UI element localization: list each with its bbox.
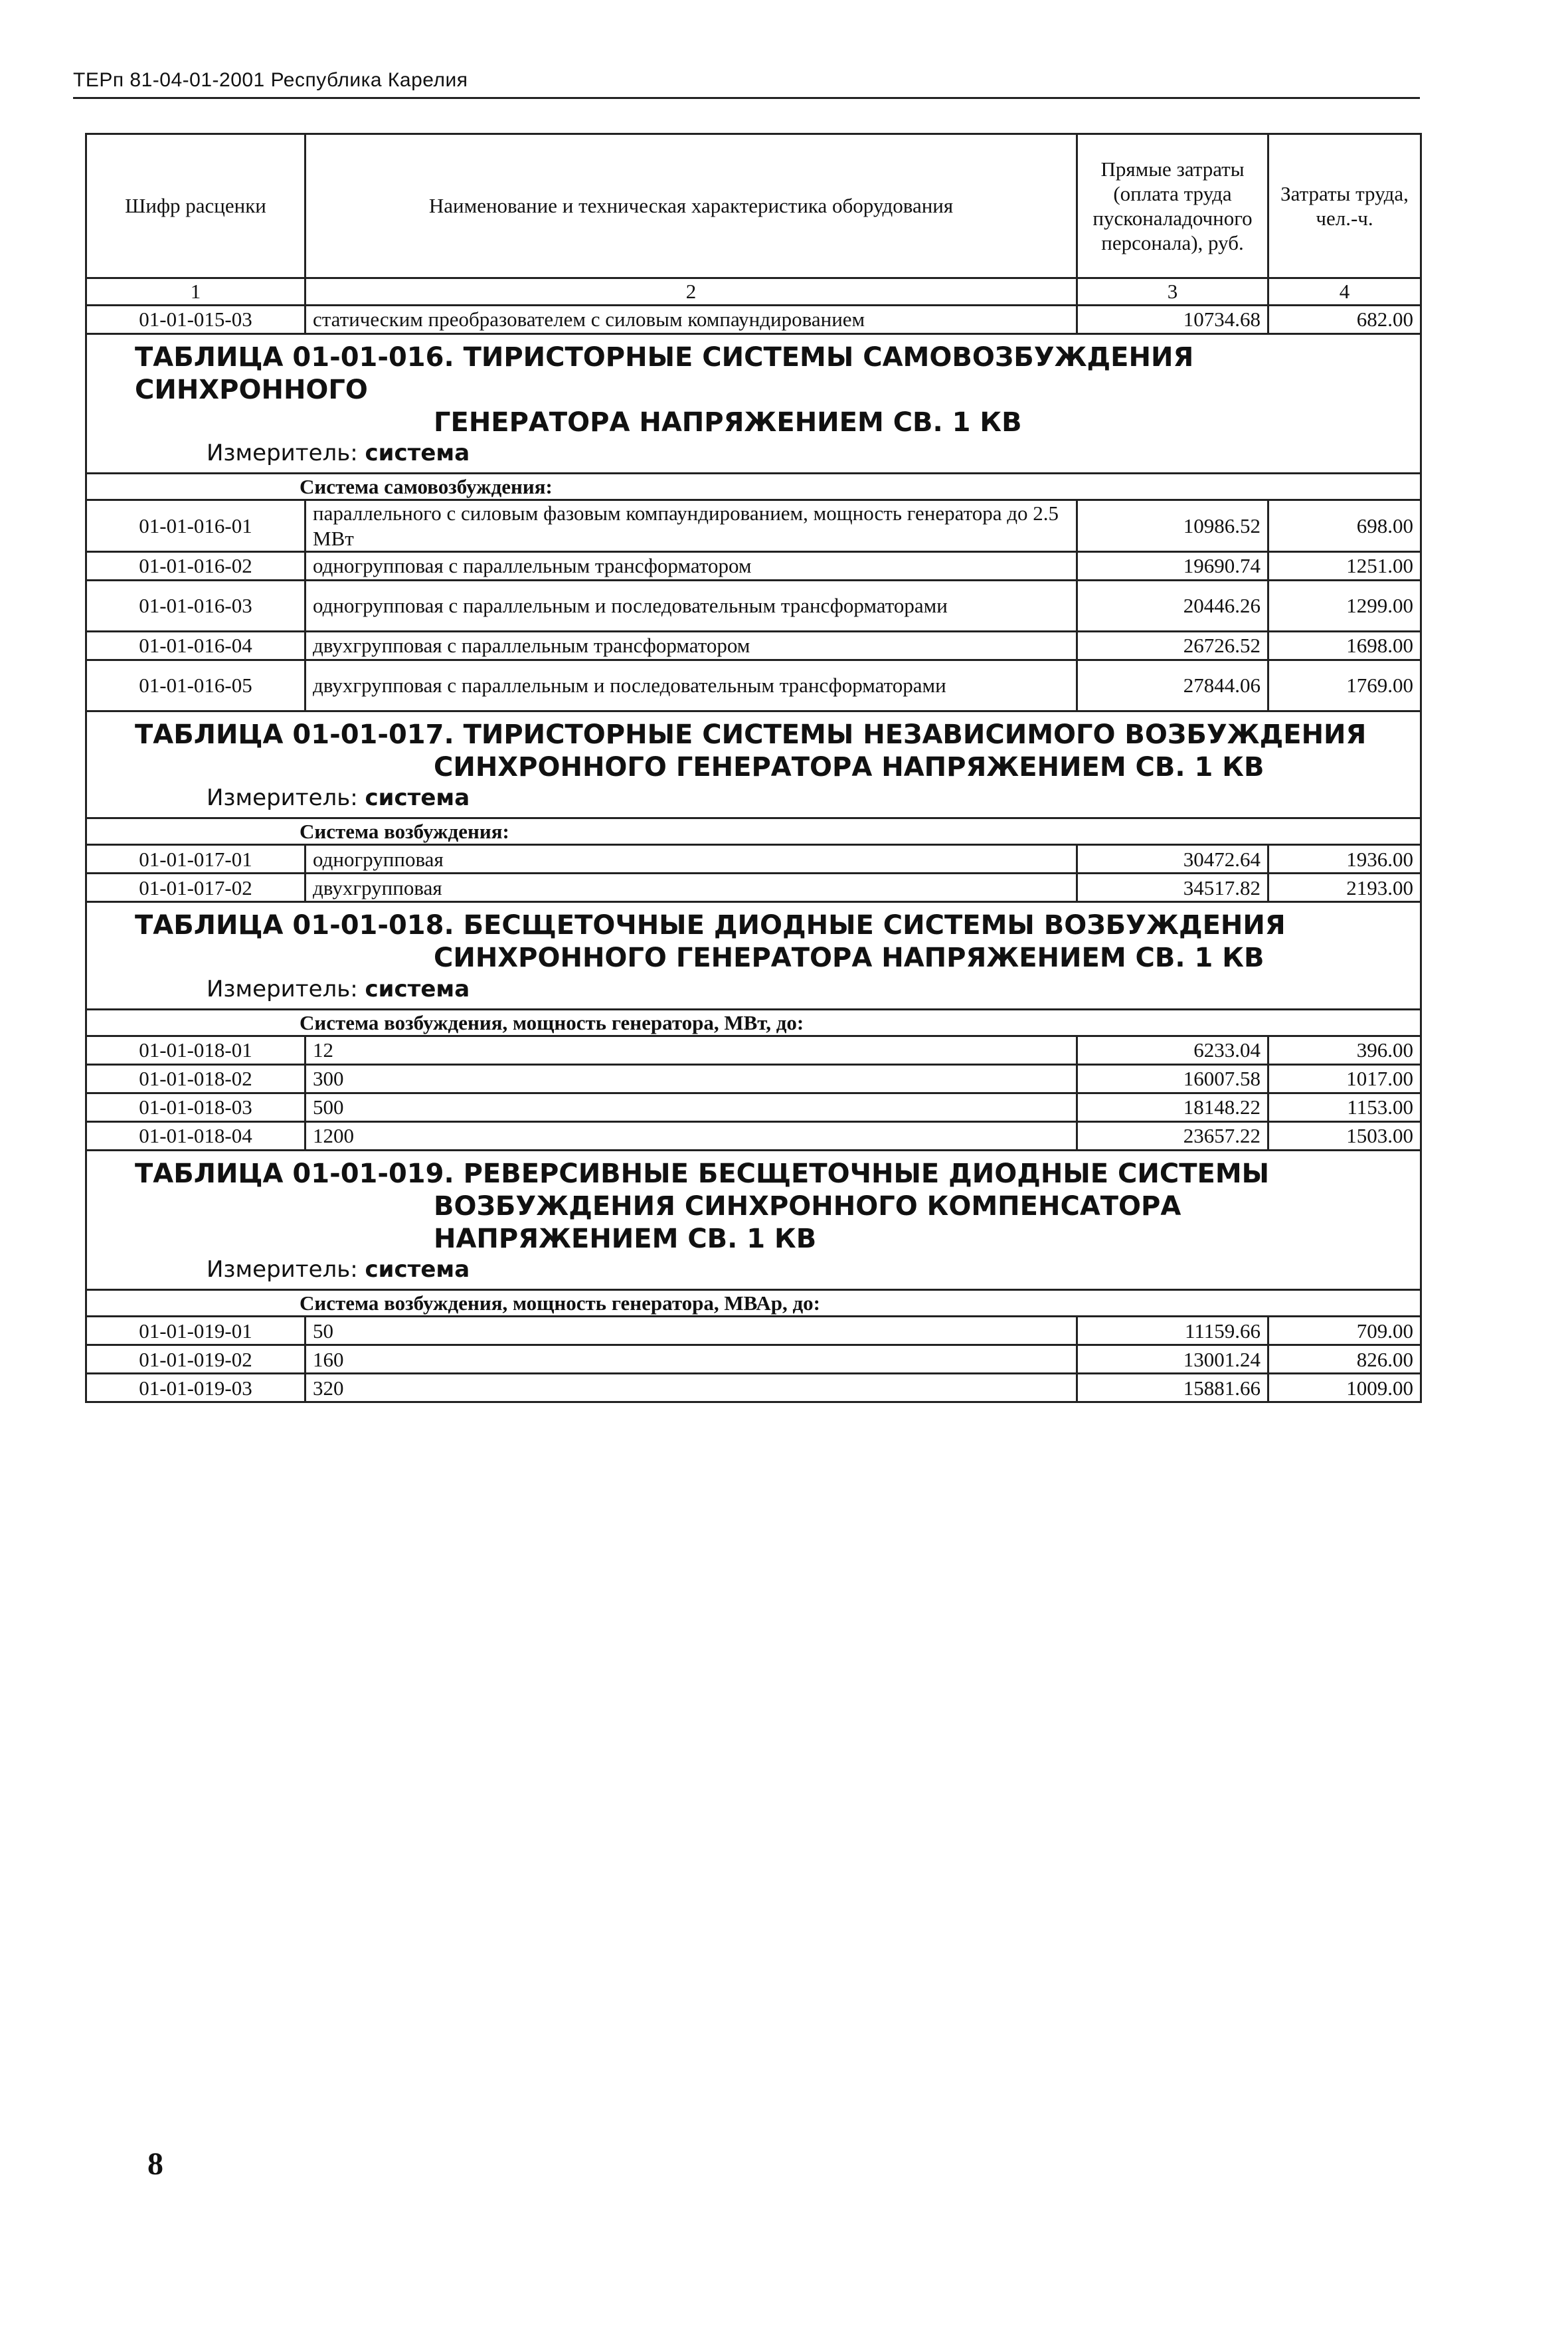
table-body bbox=[86, 306, 1421, 1402]
measurement-unit-label: Измеритель: bbox=[207, 975, 358, 1002]
section-title-continued: ГЕНЕРАТОРА НАПРЯЖЕНИЕМ СВ. 1 КВ bbox=[434, 407, 1022, 438]
labor-cost: 1936.00 bbox=[1268, 845, 1421, 874]
measurement-unit bbox=[94, 1256, 1413, 1283]
direct-cost: 30472.64 bbox=[1077, 845, 1268, 874]
equipment-name: двухгрупповая с параллельным и последовательным трансформаторами bbox=[305, 660, 1077, 711]
table-row bbox=[86, 551, 1421, 580]
section-title-cell bbox=[86, 334, 1421, 474]
table-row bbox=[86, 1317, 1421, 1345]
rate-code: 01-01-018-03 bbox=[86, 1093, 305, 1121]
subheader: Система возбуждения: bbox=[86, 818, 1421, 845]
equipment-name: 300 bbox=[305, 1064, 1077, 1093]
subheader-row bbox=[86, 818, 1421, 845]
price-table bbox=[85, 133, 1422, 1403]
rate-code: 01-01-016-05 bbox=[86, 660, 305, 711]
rate-code: 01-01-016-02 bbox=[86, 551, 305, 580]
column-number: 2 bbox=[305, 278, 1077, 306]
measurement-unit-label: Измеритель: bbox=[207, 1256, 358, 1283]
direct-cost: 11159.66 bbox=[1077, 1317, 1268, 1345]
labor-cost: 1153.00 bbox=[1268, 1093, 1421, 1121]
measurement-unit-label: Измеритель: bbox=[207, 440, 358, 467]
equipment-name: одногрупповая с параллельным трансформатором bbox=[305, 551, 1077, 580]
table-row bbox=[86, 631, 1421, 660]
rate-code: 01-01-016-01 bbox=[86, 500, 305, 551]
rate-code: 01-01-019-03 bbox=[86, 1374, 305, 1402]
equipment-name: статическим преобразователем с силовым компаундированием bbox=[305, 306, 1077, 334]
table-row bbox=[86, 1036, 1421, 1064]
direct-cost: 16007.58 bbox=[1077, 1064, 1268, 1093]
direct-cost: 34517.82 bbox=[1077, 874, 1268, 902]
table-header bbox=[86, 134, 1421, 306]
rate-code: 01-01-019-01 bbox=[86, 1317, 305, 1345]
section-title-cell bbox=[86, 902, 1421, 1009]
column-number: 1 bbox=[86, 278, 305, 306]
table-row bbox=[86, 660, 1421, 711]
equipment-name: двухгрупповая bbox=[305, 874, 1077, 902]
section-title-row bbox=[86, 1150, 1421, 1289]
section-title-cell bbox=[86, 711, 1421, 818]
table-row bbox=[86, 1374, 1421, 1402]
section-title: ТАБЛИЦА 01-01-019. РЕВЕРСИВНЫЕ БЕСЩЕТОЧНЫЕ ДИОДНЫЕ СИСТЕМЫ bbox=[135, 1158, 1270, 1189]
direct-cost: 26726.52 bbox=[1077, 631, 1268, 660]
subheader: Система самовозбуждения: bbox=[86, 474, 1421, 500]
section-title-row bbox=[86, 711, 1421, 818]
labor-cost: 2193.00 bbox=[1268, 874, 1421, 902]
direct-cost: 13001.24 bbox=[1077, 1345, 1268, 1374]
column-header-name: Наименование и техническая характеристика оборудования bbox=[305, 134, 1077, 278]
rate-code: 01-01-018-04 bbox=[86, 1121, 305, 1150]
labor-cost: 826.00 bbox=[1268, 1345, 1421, 1374]
labor-cost: 1503.00 bbox=[1268, 1121, 1421, 1150]
direct-cost: 20446.26 bbox=[1077, 580, 1268, 631]
table-row bbox=[86, 1093, 1421, 1121]
rate-code: 01-01-018-01 bbox=[86, 1036, 305, 1064]
column-header-code: Шифр расценки bbox=[86, 134, 305, 278]
subheader: Система возбуждения, мощность генератора, МВт, до: bbox=[86, 1009, 1421, 1036]
rate-code: 01-01-016-04 bbox=[86, 631, 305, 660]
direct-cost: 15881.66 bbox=[1077, 1374, 1268, 1402]
measurement-unit bbox=[94, 440, 1413, 467]
equipment-name: 160 bbox=[305, 1345, 1077, 1374]
labor-cost: 698.00 bbox=[1268, 500, 1421, 551]
labor-cost: 1017.00 bbox=[1268, 1064, 1421, 1093]
equipment-name: одногрупповая с параллельным и последовательным трансформаторами bbox=[305, 580, 1077, 631]
equipment-name: 50 bbox=[305, 1317, 1077, 1345]
measurement-unit-value: система bbox=[365, 440, 470, 467]
section-title-continued: СИНХРОННОГО ГЕНЕРАТОРА НАПРЯЖЕНИЕМ СВ. 1 КВ bbox=[434, 943, 1264, 974]
direct-cost: 18148.22 bbox=[1077, 1093, 1268, 1121]
section-title-row bbox=[86, 334, 1421, 474]
section-title: ТАБЛИЦА 01-01-016. ТИРИСТОРНЫЕ СИСТЕМЫ САМОВОЗБУЖДЕНИЯ СИНХРОННОГО bbox=[135, 342, 1194, 405]
column-number: 3 bbox=[1077, 278, 1268, 306]
direct-cost: 10986.52 bbox=[1077, 500, 1268, 551]
rate-code: 01-01-017-01 bbox=[86, 845, 305, 874]
measurement-unit bbox=[94, 976, 1413, 1003]
table-row bbox=[86, 1345, 1421, 1374]
table-row bbox=[86, 1064, 1421, 1093]
page-number: 8 bbox=[147, 2146, 163, 2182]
table-row bbox=[86, 845, 1421, 874]
table-row bbox=[86, 500, 1421, 551]
column-number: 4 bbox=[1268, 278, 1421, 306]
subheader-row bbox=[86, 1290, 1421, 1317]
equipment-name: 320 bbox=[305, 1374, 1077, 1402]
section-title: ТАБЛИЦА 01-01-018. БЕСЩЕТОЧНЫЕ ДИОДНЫЕ СИСТЕМЫ ВОЗБУЖДЕНИЯ bbox=[135, 910, 1286, 941]
rate-code: 01-01-016-03 bbox=[86, 580, 305, 631]
rate-code: 01-01-018-02 bbox=[86, 1064, 305, 1093]
rate-code: 01-01-017-02 bbox=[86, 874, 305, 902]
labor-cost: 682.00 bbox=[1268, 306, 1421, 334]
labor-cost: 396.00 bbox=[1268, 1036, 1421, 1064]
labor-cost: 1299.00 bbox=[1268, 580, 1421, 631]
subheader: Система возбуждения, мощность генератора, МВАр, до: bbox=[86, 1290, 1421, 1317]
equipment-name: 12 bbox=[305, 1036, 1077, 1064]
equipment-name: 1200 bbox=[305, 1121, 1077, 1150]
labor-cost: 1698.00 bbox=[1268, 631, 1421, 660]
labor-cost: 1009.00 bbox=[1268, 1374, 1421, 1402]
section-title-continued: СИНХРОННОГО ГЕНЕРАТОРА НАПРЯЖЕНИЕМ СВ. 1 КВ bbox=[434, 751, 1264, 783]
direct-cost: 10734.68 bbox=[1077, 306, 1268, 334]
measurement-unit bbox=[94, 785, 1413, 812]
equipment-name: одногрупповая bbox=[305, 845, 1077, 874]
labor-cost: 1769.00 bbox=[1268, 660, 1421, 711]
rate-code: 01-01-019-02 bbox=[86, 1345, 305, 1374]
table-row bbox=[86, 580, 1421, 631]
labor-cost: 709.00 bbox=[1268, 1317, 1421, 1345]
equipment-name: параллельного с силовым фазовым компаундированием, мощность генератора до 2.5 МВт bbox=[305, 500, 1077, 551]
table-row bbox=[86, 874, 1421, 902]
column-header-direct-costs: Прямые затраты (оплата труда пусконаладочного персонала), руб. bbox=[1077, 134, 1268, 278]
measurement-unit-label: Измеритель: bbox=[207, 785, 358, 812]
subheader-row bbox=[86, 1009, 1421, 1036]
direct-cost: 19690.74 bbox=[1077, 551, 1268, 580]
equipment-name: 500 bbox=[305, 1093, 1077, 1121]
direct-cost: 23657.22 bbox=[1077, 1121, 1268, 1150]
subheader-row bbox=[86, 474, 1421, 500]
section-title-cell bbox=[86, 1150, 1421, 1289]
measurement-unit-value: система bbox=[365, 1256, 470, 1283]
running-header: ТЕРп 81-04-01-2001 Республика Карелия bbox=[73, 69, 1420, 99]
equipment-name: двухгрупповая с параллельным трансформатором bbox=[305, 631, 1077, 660]
measurement-unit-value: система bbox=[365, 785, 470, 812]
section-title-continued: ВОЗБУЖДЕНИЯ СИНХРОННОГО КОМПЕНСАТОРА НАПРЯЖЕНИЕМ СВ. 1 КВ bbox=[434, 1190, 1181, 1254]
rate-code: 01-01-015-03 bbox=[86, 306, 305, 334]
labor-cost: 1251.00 bbox=[1268, 551, 1421, 580]
direct-cost: 6233.04 bbox=[1077, 1036, 1268, 1064]
table-row bbox=[86, 1121, 1421, 1150]
direct-cost: 27844.06 bbox=[1077, 660, 1268, 711]
table-row bbox=[86, 306, 1421, 334]
column-header-labor-costs: Затраты труда, чел.-ч. bbox=[1268, 134, 1421, 278]
section-title: ТАБЛИЦА 01-01-017. ТИРИСТОРНЫЕ СИСТЕМЫ НЕЗАВИСИМОГО ВОЗБУЖДЕНИЯ bbox=[135, 719, 1367, 750]
measurement-unit-value: система bbox=[365, 975, 470, 1002]
section-title-row bbox=[86, 902, 1421, 1009]
